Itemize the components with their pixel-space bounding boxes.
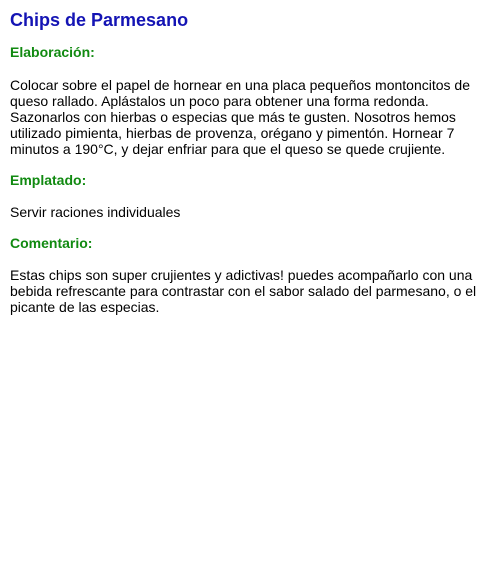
- section-heading-comentario: Comentario:: [10, 235, 93, 251]
- section-text-emplatado: Servir raciones individuales: [10, 204, 181, 220]
- section-heading-elaboracion: Elaboración:: [10, 44, 95, 60]
- section-heading-emplatado: Emplatado:: [10, 172, 87, 188]
- section-text-elaboracion: Colocar sobre el papel de hornear en una placa pequeños montoncitos de queso rallado. Aplástalos un poco para obtener una forma redonda. Sazonarlos con hierbas o especias que más te gusten. Nosotros hemos utilizado pimienta, hierbas de provenza, orégano y pimentón. Hornear 7 minutos a 190°C, y dejar enfriar para que el queso se quede crujiente.: [10, 77, 470, 157]
- recipe-title: Chips de Parmesano: [10, 10, 189, 30]
- section-text-comentario: Estas chips son super crujientes y adictivas! puedes acompañarlo con una bebida refrescante para contrastar con el sabor salado del parmesano, o el picante de las especias.: [10, 267, 477, 315]
